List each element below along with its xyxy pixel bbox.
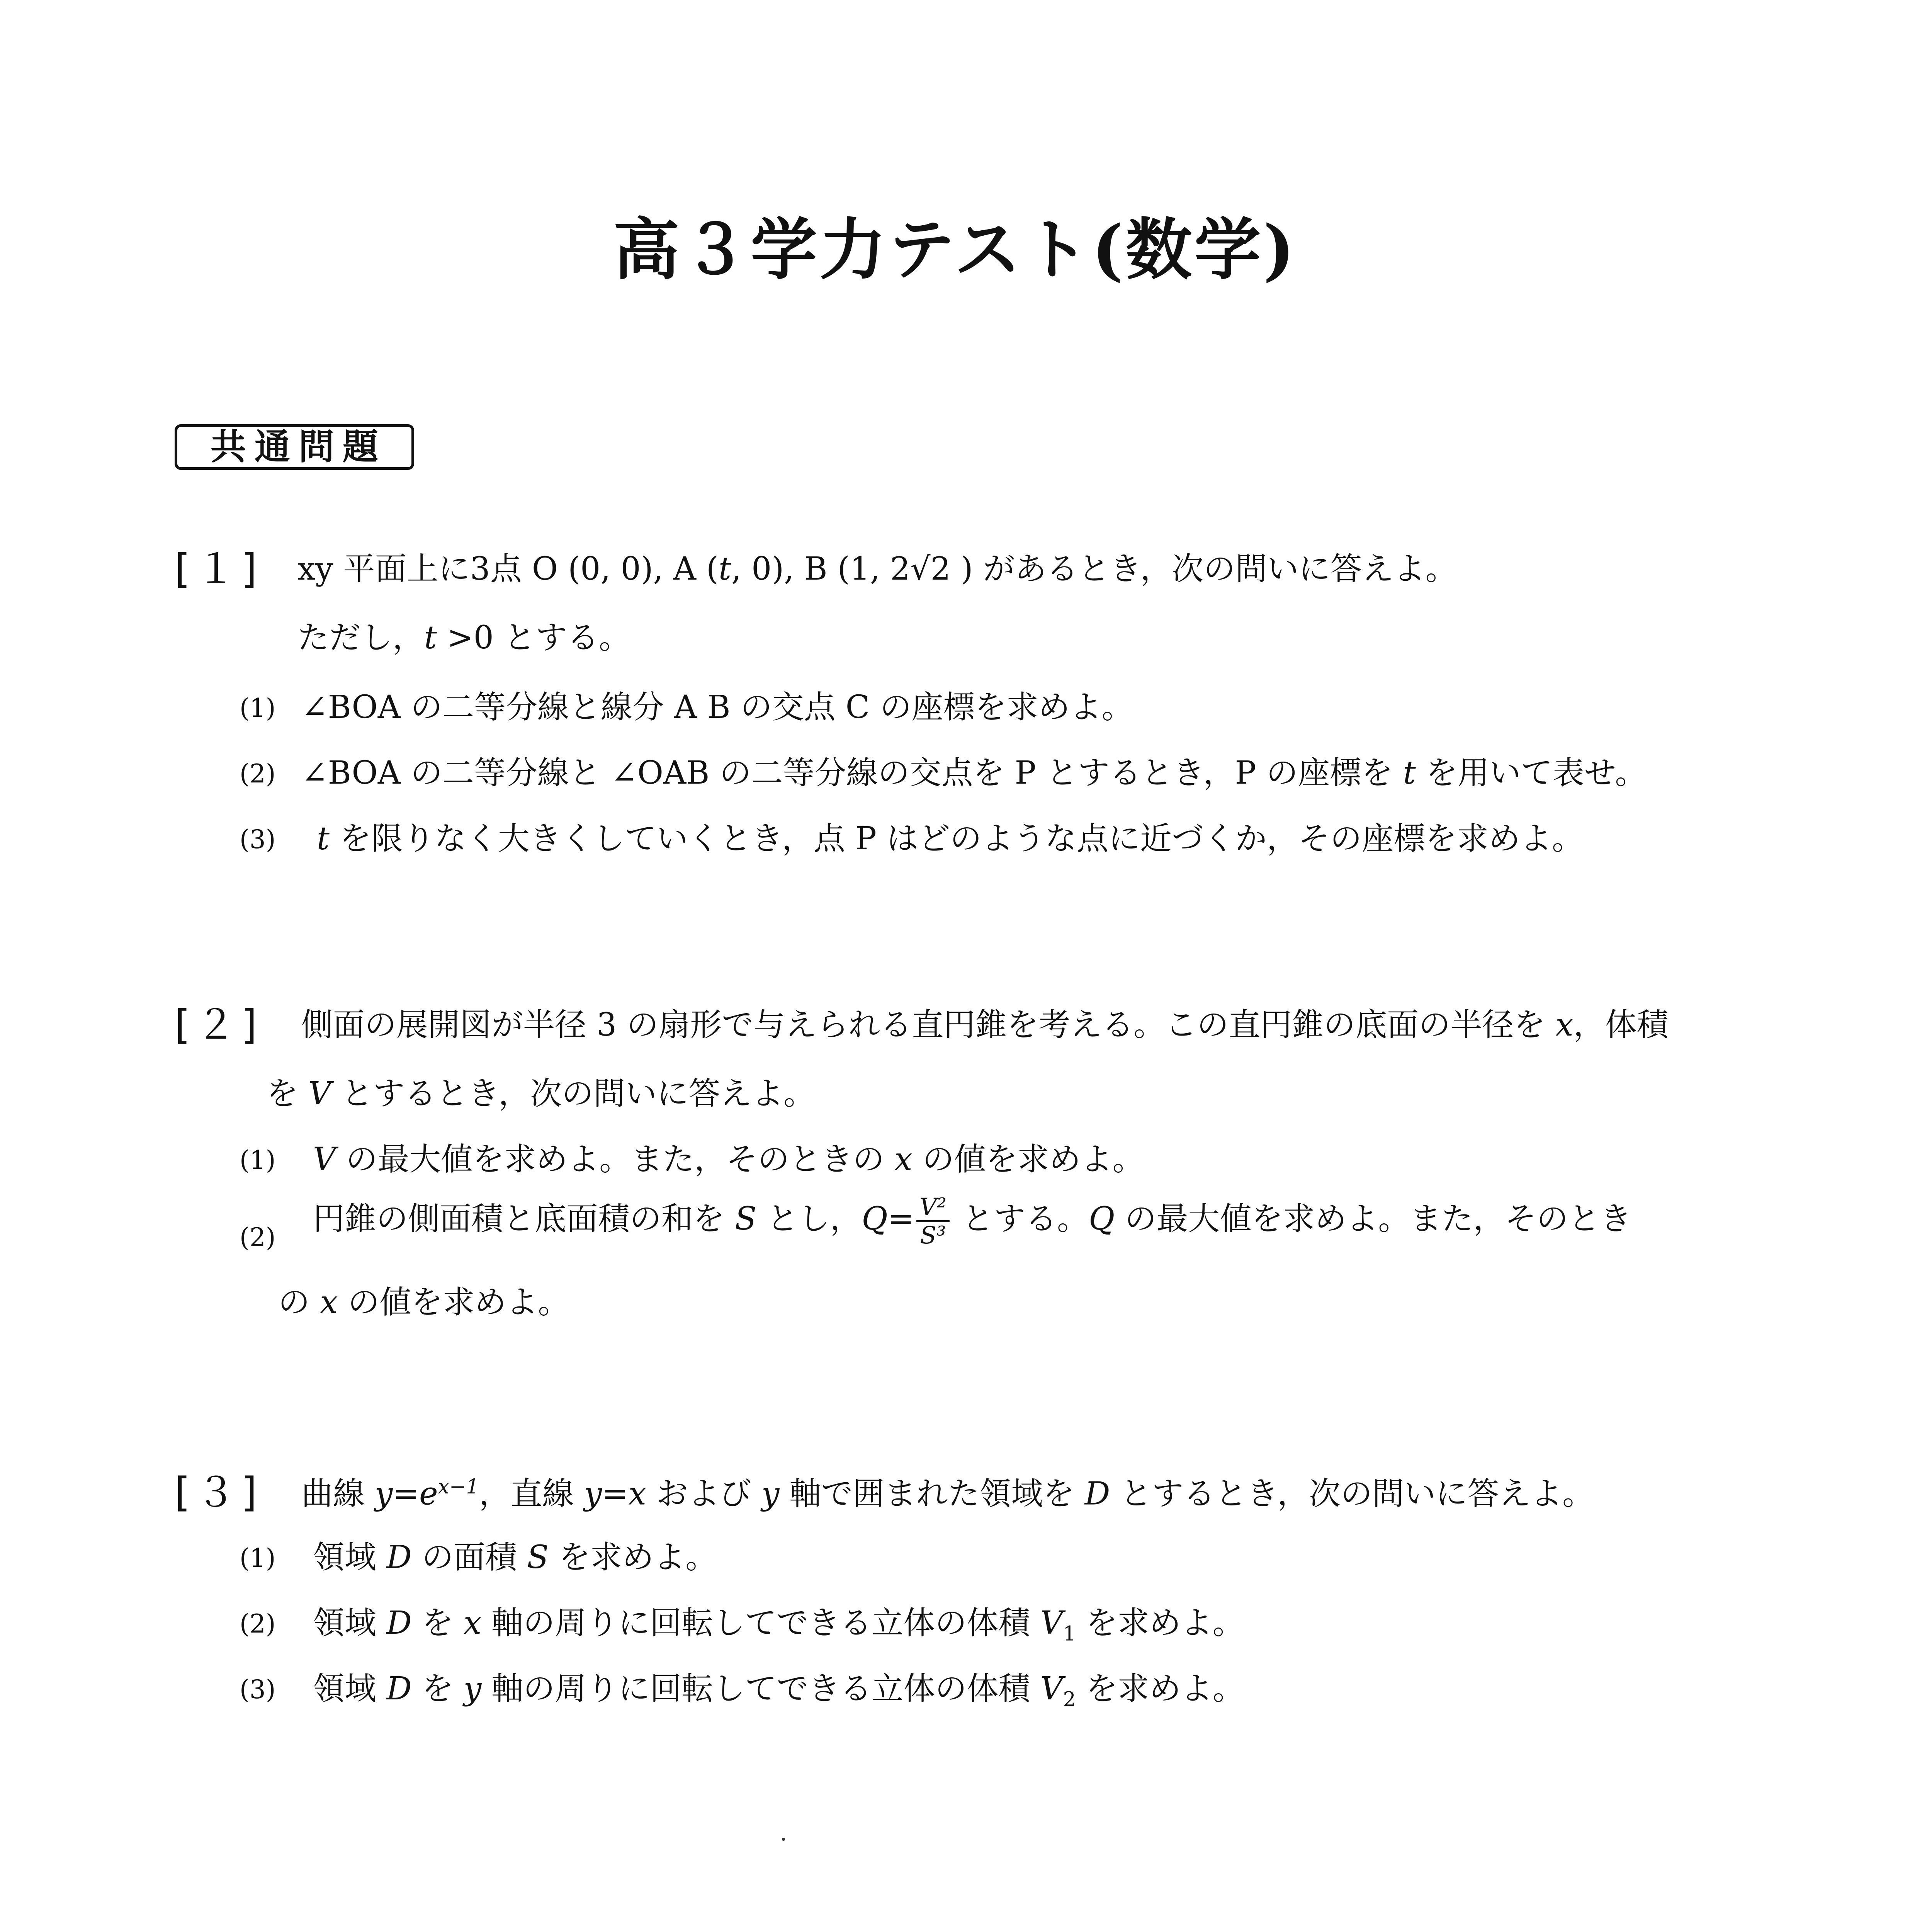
q2-sub2-text-cont: の x の値を求めよ。 [278, 1284, 570, 1321]
question-2-number: [２] [175, 1001, 263, 1048]
q2-sub1-number: (1) [240, 1145, 276, 1175]
fraction-v2-over-s3: $\frac{\text{V²}}{\text{S³}}$ [916, 1194, 950, 1248]
question-1-number: [１] [175, 545, 263, 592]
q3-sub3-text: 領域 D を y 軸の周りに回転してできる立体の体積 $V_2$ を求めよ。 [313, 1670, 1244, 1711]
question-3-stem: 曲線 $y=e^{x-1}$，直線 y=x および y 軸で囲まれた領域を D とするとき，次の問いに答えよ。 [301, 1475, 1594, 1512]
question-1-stem: xy 平面上に3点 O (0, 0), A (t, 0), B (1, 2√2 ) があるとき，次の問いに答えよ。 [297, 551, 1457, 587]
q1-sub1-text: ∠BOA の二等分線と線分 A B の交点 C の座標を求めよ。 [301, 689, 1133, 726]
q1-sub2-text: ∠BOA の二等分線と ∠OAB の二等分線の交点を P とするとき，P の座標を t を用いて表せ。 [301, 755, 1647, 791]
question-1-condition: ただし，t >0 とする。 [297, 619, 630, 656]
q3-sub3-number: (3) [240, 1675, 276, 1704]
q2-sub1-text: V の最大値を求めよ。また，そのときの x の値を求めよ。 [313, 1141, 1144, 1178]
q3-sub2-text: 領域 D を x 軸の周りに回転してできる立体の体積 $V_1$ を求めよ。 [313, 1605, 1244, 1646]
q3-sub1-text: 領域 D の面積 S を求めよ。 [313, 1539, 717, 1576]
question-2-stem-cont: を V とするとき，次の問いに答えよ。 [267, 1075, 816, 1112]
q2-sub2-text: 円錐の側面積と底面積の和を S とし，Q= $\frac{\text{V²}}{\text{S³}}$ とする。Q の最大値を求めよ。また，そのとき [313, 1193, 1632, 1250]
section-label: 共通問題 [175, 424, 414, 470]
question-3-number: [３] [175, 1469, 263, 1516]
q1-sub3-number: (3) [240, 825, 276, 854]
q3-sub2-number: (2) [240, 1609, 276, 1639]
q3-sub1-number: (1) [240, 1543, 276, 1573]
q1-sub2-number: (2) [240, 759, 276, 789]
q2-sub2-number: (2) [240, 1223, 276, 1252]
page-title: 高３学力テスト(数学) [613, 210, 1297, 289]
q1-sub1-number: (1) [240, 693, 276, 723]
scan-speck [782, 1838, 785, 1841]
q1-sub3-text: t を限りなく大きくしていくとき，点 P はどのような点に近づくか，その座標を求めよ。 [317, 820, 1584, 857]
question-2-stem: 側面の展開図が半径 3 の扇形で与えられる直円錐を考える。この直円錐の底面の半径を x，体積 [301, 1007, 1669, 1043]
